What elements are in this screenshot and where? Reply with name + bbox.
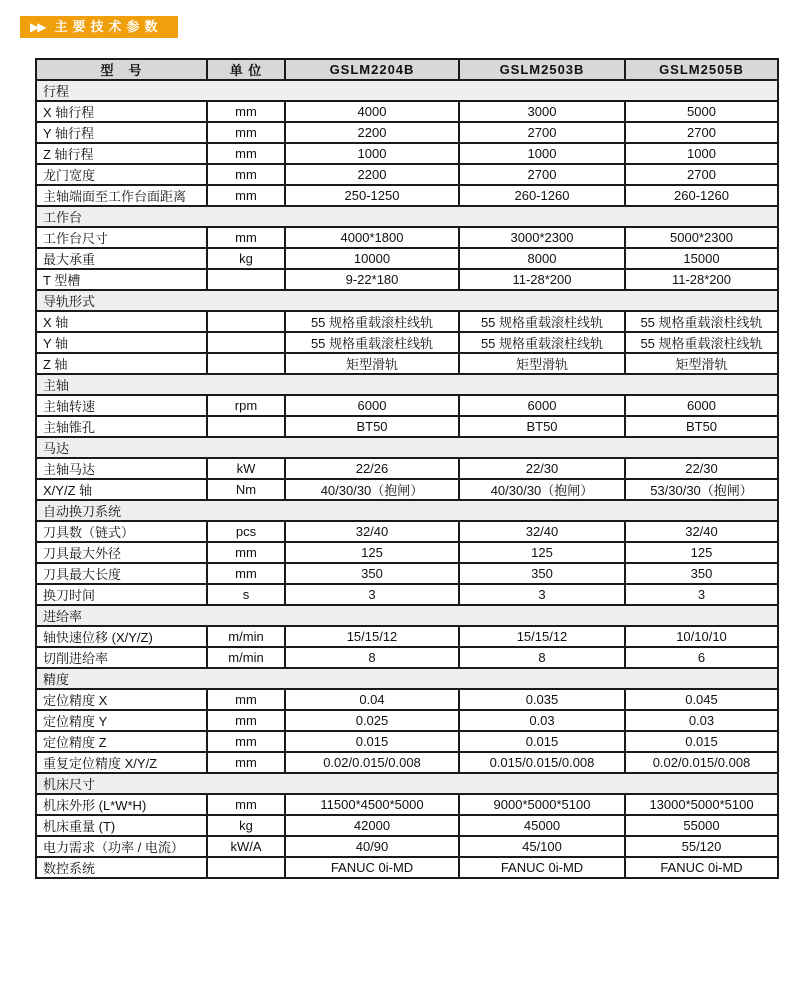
value-cell: 15/15/12 — [459, 626, 625, 647]
value-cell: 0.015/0.015/0.008 — [459, 752, 625, 773]
unit-cell: mm — [207, 794, 285, 815]
value-cell: FANUC 0i-MD — [459, 857, 625, 878]
row-label-cell: X 轴 — [36, 311, 207, 332]
value-cell: 11-28*200 — [625, 269, 778, 290]
header-row — [36, 59, 778, 80]
value-cell: 40/90 — [285, 836, 459, 857]
row-label-cell: T 型槽 — [36, 269, 207, 290]
unit-cell: m/min — [207, 647, 285, 668]
value-cell: 55 规格重载滚柱线轨 — [625, 311, 778, 332]
unit-cell: mm — [207, 185, 285, 206]
value-cell: 1000 — [459, 143, 625, 164]
unit-cell: kW/A — [207, 836, 285, 857]
unit-cell: kg — [207, 815, 285, 836]
value-cell: BT50 — [459, 416, 625, 437]
value-cell: 0.015 — [459, 731, 625, 752]
row-label-cell: 定位精度 Z — [36, 731, 207, 752]
section-row — [36, 206, 778, 227]
value-cell: 45/100 — [459, 836, 625, 857]
value-cell: 0.015 — [285, 731, 459, 752]
column-header: 单 位 — [207, 59, 285, 80]
table-row — [36, 857, 778, 878]
value-cell: 125 — [285, 542, 459, 563]
value-cell: 13000*5000*5100 — [625, 794, 778, 815]
table-row — [36, 269, 778, 290]
unit-cell — [207, 416, 285, 437]
table-row — [36, 542, 778, 563]
unit-cell — [207, 332, 285, 353]
spec-table-body — [36, 80, 778, 878]
row-label-cell: 切削进给率 — [36, 647, 207, 668]
value-cell: 11500*4500*5000 — [285, 794, 459, 815]
value-cell: 6000 — [625, 395, 778, 416]
table-row — [36, 815, 778, 836]
table-row — [36, 458, 778, 479]
table-row — [36, 353, 778, 374]
row-label-cell: X/Y/Z 轴 — [36, 479, 207, 500]
value-cell: 53/30/30（抱闸） — [625, 479, 778, 500]
value-cell: 3000 — [459, 101, 625, 122]
unit-cell: mm — [207, 122, 285, 143]
row-label-cell: 主轴马达 — [36, 458, 207, 479]
row-label-cell: Z 轴 — [36, 353, 207, 374]
table-row — [36, 332, 778, 353]
table-row — [36, 122, 778, 143]
row-label-cell: 主轴转速 — [36, 395, 207, 416]
value-cell: 2200 — [285, 164, 459, 185]
unit-cell — [207, 311, 285, 332]
value-cell: 55 规格重载滚柱线轨 — [285, 332, 459, 353]
section-row — [36, 80, 778, 101]
value-cell: 1000 — [625, 143, 778, 164]
section-row — [36, 290, 778, 311]
value-cell: 55 规格重载滚柱线轨 — [285, 311, 459, 332]
table-row — [36, 647, 778, 668]
value-cell: 32/40 — [459, 521, 625, 542]
value-cell: 350 — [285, 563, 459, 584]
spec-table — [35, 58, 779, 879]
unit-cell: mm — [207, 731, 285, 752]
spec-table-container — [35, 58, 779, 879]
row-label-cell: 刀具最大长度 — [36, 563, 207, 584]
table-row — [36, 794, 778, 815]
value-cell: 32/40 — [285, 521, 459, 542]
row-label-cell: 重复定位精度 X/Y/Z — [36, 752, 207, 773]
unit-cell: mm — [207, 143, 285, 164]
row-label-cell: Z 轴行程 — [36, 143, 207, 164]
section-label: 机床尺寸 — [36, 773, 778, 794]
row-label-cell: 主轴端面至工作台面距离 — [36, 185, 207, 206]
section-row — [36, 374, 778, 395]
value-cell: 3000*2300 — [459, 227, 625, 248]
value-cell: 125 — [459, 542, 625, 563]
value-cell: 8 — [459, 647, 625, 668]
value-cell: 10000 — [285, 248, 459, 269]
unit-cell: mm — [207, 752, 285, 773]
value-cell: 15000 — [625, 248, 778, 269]
value-cell: 42000 — [285, 815, 459, 836]
value-cell: 8 — [285, 647, 459, 668]
row-label-cell: 轴快速位移 (X/Y/Z) — [36, 626, 207, 647]
table-row — [36, 836, 778, 857]
value-cell: 6000 — [285, 395, 459, 416]
section-banner — [20, 16, 178, 38]
section-row — [36, 773, 778, 794]
value-cell: 55 规格重载滚柱线轨 — [459, 332, 625, 353]
unit-cell — [207, 857, 285, 878]
section-label: 进给率 — [36, 605, 778, 626]
row-label-cell: 定位精度 Y — [36, 710, 207, 731]
column-header: GSLM2505B — [625, 59, 778, 80]
value-cell: 22/30 — [625, 458, 778, 479]
unit-cell: mm — [207, 101, 285, 122]
value-cell: 3 — [625, 584, 778, 605]
table-row — [36, 626, 778, 647]
column-header: GSLM2204B — [285, 59, 459, 80]
section-row — [36, 500, 778, 521]
value-cell: 45000 — [459, 815, 625, 836]
row-label-cell: 刀具最大外径 — [36, 542, 207, 563]
value-cell: 矩型滑轨 — [625, 353, 778, 374]
section-row — [36, 437, 778, 458]
unit-cell: mm — [207, 689, 285, 710]
value-cell: 22/26 — [285, 458, 459, 479]
table-row — [36, 689, 778, 710]
value-cell: 0.04 — [285, 689, 459, 710]
table-row — [36, 395, 778, 416]
value-cell: 矩型滑轨 — [285, 353, 459, 374]
value-cell: 3 — [459, 584, 625, 605]
unit-cell — [207, 353, 285, 374]
value-cell: 9000*5000*5100 — [459, 794, 625, 815]
unit-cell: mm — [207, 710, 285, 731]
section-label: 精度 — [36, 668, 778, 689]
row-label-cell: 最大承重 — [36, 248, 207, 269]
value-cell: BT50 — [625, 416, 778, 437]
value-cell: 2700 — [459, 164, 625, 185]
value-cell: 350 — [459, 563, 625, 584]
value-cell: 2200 — [285, 122, 459, 143]
value-cell: 55000 — [625, 815, 778, 836]
value-cell: 6000 — [459, 395, 625, 416]
row-label-cell: 机床重量 (T) — [36, 815, 207, 836]
value-cell: 0.025 — [285, 710, 459, 731]
section-row — [36, 605, 778, 626]
value-cell: 10/10/10 — [625, 626, 778, 647]
row-label-cell: 电力需求（功率 / 电流） — [36, 836, 207, 857]
value-cell: 11-28*200 — [459, 269, 625, 290]
unit-cell: rpm — [207, 395, 285, 416]
unit-cell: mm — [207, 227, 285, 248]
value-cell: 0.045 — [625, 689, 778, 710]
value-cell: 32/40 — [625, 521, 778, 542]
value-cell: 40/30/30（抱闸） — [285, 479, 459, 500]
value-cell: 4000*1800 — [285, 227, 459, 248]
value-cell: 0.03 — [459, 710, 625, 731]
table-row — [36, 416, 778, 437]
value-cell: BT50 — [285, 416, 459, 437]
table-row — [36, 584, 778, 605]
section-label: 工作台 — [36, 206, 778, 227]
value-cell: 260-1260 — [625, 185, 778, 206]
unit-cell: Nm — [207, 479, 285, 500]
value-cell: 5000*2300 — [625, 227, 778, 248]
value-cell: 22/30 — [459, 458, 625, 479]
row-label-cell: 龙门宽度 — [36, 164, 207, 185]
section-label: 主轴 — [36, 374, 778, 395]
value-cell: FANUC 0i-MD — [625, 857, 778, 878]
banner-title: 主要技术参数 — [54, 19, 163, 34]
table-row — [36, 521, 778, 542]
value-cell: 2700 — [625, 122, 778, 143]
value-cell: 2700 — [625, 164, 778, 185]
value-cell: 0.02/0.015/0.008 — [285, 752, 459, 773]
value-cell: 0.02/0.015/0.008 — [625, 752, 778, 773]
value-cell: 55 规格重载滚柱线轨 — [459, 311, 625, 332]
unit-cell: m/min — [207, 626, 285, 647]
column-header: GSLM2503B — [459, 59, 625, 80]
section-row — [36, 668, 778, 689]
row-label-cell: 主轴锥孔 — [36, 416, 207, 437]
value-cell: 6 — [625, 647, 778, 668]
table-row — [36, 710, 778, 731]
value-cell: 55/120 — [625, 836, 778, 857]
section-label: 自动换刀系统 — [36, 500, 778, 521]
unit-cell: kg — [207, 248, 285, 269]
section-label: 行程 — [36, 80, 778, 101]
row-label-cell: 刀具数（链式） — [36, 521, 207, 542]
value-cell: 350 — [625, 563, 778, 584]
row-label-cell: 工作台尺寸 — [36, 227, 207, 248]
table-row — [36, 143, 778, 164]
value-cell: 125 — [625, 542, 778, 563]
table-row — [36, 752, 778, 773]
value-cell: 55 规格重载滚柱线轨 — [625, 332, 778, 353]
value-cell: 0.015 — [625, 731, 778, 752]
table-row — [36, 164, 778, 185]
unit-cell: pcs — [207, 521, 285, 542]
row-label-cell: X 轴行程 — [36, 101, 207, 122]
table-row — [36, 248, 778, 269]
value-cell: 3 — [285, 584, 459, 605]
unit-cell: mm — [207, 563, 285, 584]
value-cell: 260-1260 — [459, 185, 625, 206]
unit-cell: mm — [207, 164, 285, 185]
value-cell: 9-22*180 — [285, 269, 459, 290]
row-label-cell: Y 轴行程 — [36, 122, 207, 143]
value-cell: FANUC 0i-MD — [285, 857, 459, 878]
unit-cell: mm — [207, 542, 285, 563]
value-cell: 1000 — [285, 143, 459, 164]
unit-cell: s — [207, 584, 285, 605]
table-row — [36, 731, 778, 752]
table-row — [36, 311, 778, 332]
column-header: 型 号 — [36, 59, 207, 80]
value-cell: 250-1250 — [285, 185, 459, 206]
table-row — [36, 563, 778, 584]
unit-cell: kW — [207, 458, 285, 479]
value-cell: 0.03 — [625, 710, 778, 731]
table-row — [36, 185, 778, 206]
value-cell: 0.035 — [459, 689, 625, 710]
section-label: 导轨形式 — [36, 290, 778, 311]
row-label-cell: 数控系统 — [36, 857, 207, 878]
value-cell: 40/30/30（抱闸） — [459, 479, 625, 500]
value-cell: 2700 — [459, 122, 625, 143]
table-row — [36, 479, 778, 500]
section-label: 马达 — [36, 437, 778, 458]
unit-cell — [207, 269, 285, 290]
value-cell: 15/15/12 — [285, 626, 459, 647]
row-label-cell: 定位精度 X — [36, 689, 207, 710]
table-row — [36, 101, 778, 122]
double-arrow-icon: ▶▶ — [30, 20, 45, 34]
row-label-cell: 换刀时间 — [36, 584, 207, 605]
value-cell: 5000 — [625, 101, 778, 122]
table-row — [36, 227, 778, 248]
row-label-cell: Y 轴 — [36, 332, 207, 353]
value-cell: 矩型滑轨 — [459, 353, 625, 374]
value-cell: 4000 — [285, 101, 459, 122]
row-label-cell: 机床外形 (L*W*H) — [36, 794, 207, 815]
value-cell: 8000 — [459, 248, 625, 269]
